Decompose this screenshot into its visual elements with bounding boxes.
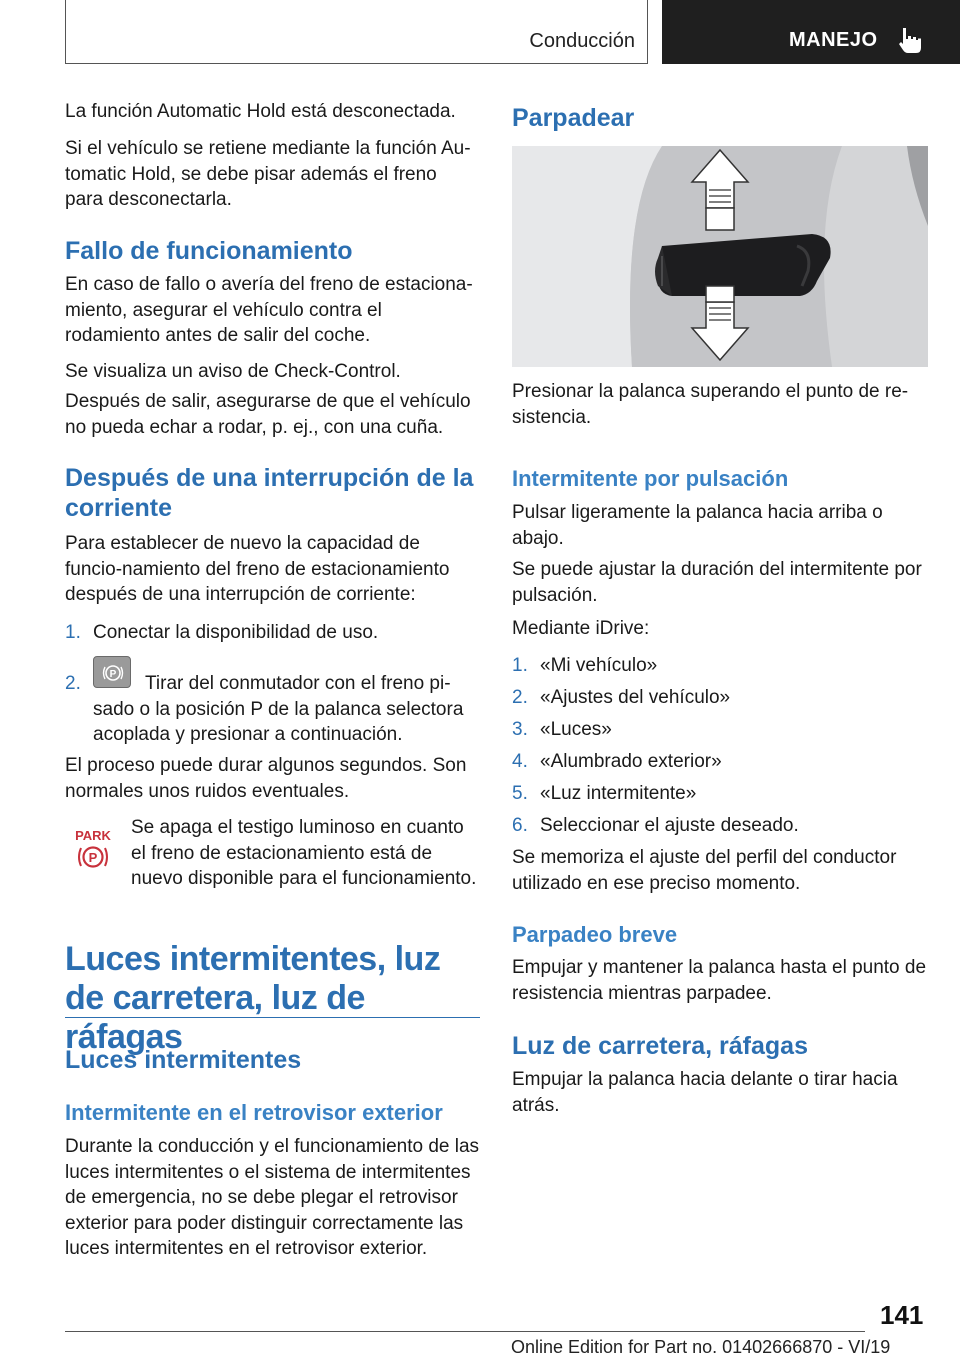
step-text: «Mi vehículo» [540,655,658,676]
footer-divider [65,1331,865,1332]
turn-signal-lever-illustration [512,146,928,367]
svg-text:P: P [88,850,98,865]
header-chapter-tab[interactable] [662,0,960,64]
step-text: Tirar del conmutador con el freno pi-sado o la posición P de la palanca selectora acoplada y presionar a continuación. [93,673,464,745]
heading-parpadeo-breve: Parpadeo breve [512,922,678,947]
heading-luces: Luces intermitentes [65,1046,302,1074]
paragraph: Se puede ajustar la duración del intermitente por pulsación. [512,559,922,606]
pointing-hand-icon [897,26,923,54]
step-number: 3. [512,719,528,740]
paragraph: Mediante iDrive: [512,618,650,639]
header-section-title: Conducción [529,30,635,52]
warning-text: Se apaga el testigo luminoso en cuanto el freno de estacionamiento está de nuevo disponible para el funcionamiento. [131,817,477,889]
heading-parpadear: Parpadear [512,104,635,132]
step-number: 1. [512,655,528,676]
paragraph: Se memoriza el ajuste del perfil del conductor utilizado en ese preciso momento. [512,847,897,894]
step-text: «Alumbrado exterior» [540,751,722,772]
step-number: 2. [512,687,528,708]
step-number: 1. [65,622,81,643]
paragraph: Empujar la palanca hacia delante o tirar hacia atrás. [512,1069,898,1116]
paragraph: Si el vehículo se retiene mediante la función Au-tomatic Hold, se debe pisar además el freno para desconectarla. [65,138,471,210]
svg-text:P: P [109,669,117,680]
heading-retrovisor: Intermitente en el retrovisor exterior [65,1100,443,1125]
paragraph: En caso de fallo o avería del freno de estaciona-miento, asegurar el vehículo contra el rodamiento antes de salir del coche. [65,274,473,346]
paragraph: Pulsar ligeramente la palanca hacia arriba o abajo. [512,502,883,549]
chapter-heading: Luces intermitentes, luz de carretera, luz de ráfagas [65,940,441,1056]
heading-despues: Después de una interrupción de la corriente [65,464,474,522]
paragraph: Se visualiza un aviso de Check-Control. [65,361,401,382]
step-text: «Luz intermitente» [540,783,697,804]
page-number: 141 [880,1300,924,1330]
step-number: 2. [65,673,81,694]
step-number: 4. [512,751,528,772]
step-text: «Luces» [540,719,612,740]
step-text: Conectar la disponibilidad de uso. [93,622,379,643]
paragraph: Durante la conducción y el funcionamiento de las luces intermitentes o el sistema de intermitentes de emergencia, no se debe plegar el retrovisor exterior para poder distinguir correctamente las luces intermitentes en el retrovisor exterior. [65,1136,480,1259]
footer-edition: Online Edition for Part no. 01402666870 - VI/19 [511,1337,891,1357]
park-warning-lamp-icon [71,826,115,874]
step-number: 5. [512,783,528,804]
paragraph: Para establecer de nuevo la capacidad de funcio-namiento del freno de estacionamiento después de una interrupción de corriente: [65,533,450,605]
paragraph: Presionar la palanca superando el punto de re-sistencia. [512,381,909,428]
paragraph: Después de salir, asegurarse de que el vehículo no pueda echar a rodar, p. ej., con una cuña. [65,391,471,438]
park-label: PARK [75,828,111,843]
paragraph: Empujar y mantener la palanca hasta el punto de resistencia mientras parpadee. [512,957,927,1004]
heading-pulsacion: Intermitente por pulsación [512,466,789,491]
header-section-box [65,0,648,64]
step-text: Seleccionar el ajuste deseado. [540,815,799,836]
step-text: «Ajustes del vehículo» [540,687,731,708]
paragraph: La función Automatic Hold está desconectada. [65,101,456,122]
step-number: 6. [512,815,528,836]
heading-divider [65,1017,480,1018]
heading-luz-carretera: Luz de carretera, ráfagas [512,1032,808,1060]
paragraph: El proceso puede durar algunos segundos. Son normales unos ruidos eventuales. [65,755,467,802]
heading-fallo: Fallo de funcionamiento [65,237,353,265]
header-chapter-label: MANEJO [789,29,878,51]
